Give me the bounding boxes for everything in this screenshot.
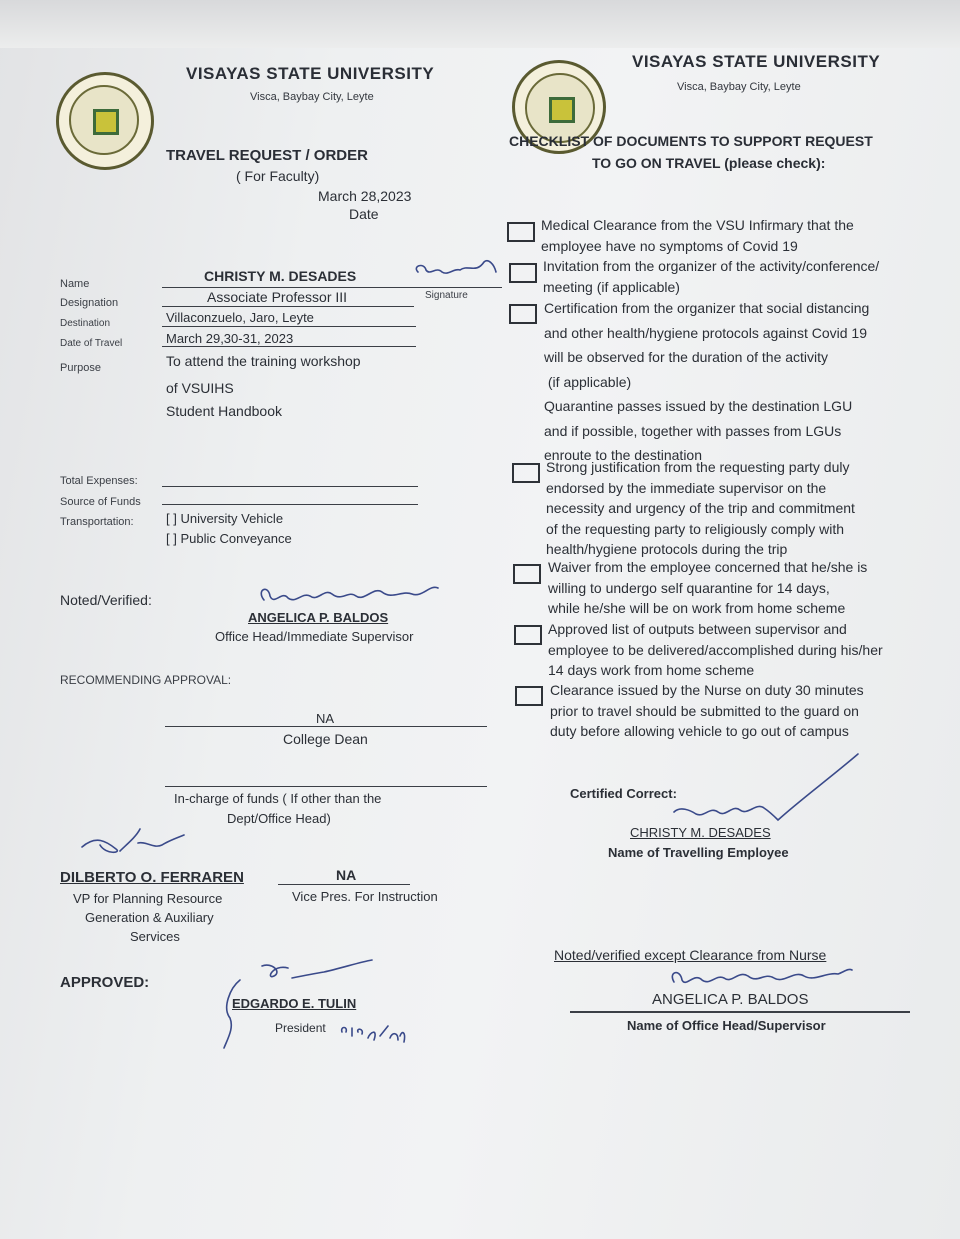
transport-option-university-vehicle: [ ] University Vehicle — [166, 511, 284, 526]
checklist-item-certification-line-5: Quarantine passes issued by the destination LGU — [544, 398, 853, 414]
handwritten-date-icon — [338, 1018, 408, 1048]
head-signature-icon — [664, 964, 854, 994]
checklist-item-justification-line-1: Strong justification from the requesting party duly — [546, 459, 850, 475]
checklist-checkbox-outputs[interactable] — [514, 625, 542, 645]
checklist-checkbox-invitation[interactable] — [509, 263, 537, 283]
checklist-item-waiver-line-1: Waiver from the employee concerned that he/she is — [548, 559, 868, 575]
checklist-checkbox-certification[interactable] — [509, 304, 537, 324]
noted-title: Office Head/Immediate Supervisor — [215, 629, 414, 644]
checklist-item-certification-line-1: Certification from the organizer that social distancing — [544, 300, 870, 316]
incharge-underline — [165, 786, 487, 787]
noted-name: ANGELICA P. BALDOS — [248, 610, 389, 625]
head-underline — [570, 1011, 910, 1013]
college-dean-title: College Dean — [283, 731, 368, 747]
checklist-checkbox-medical[interactable] — [507, 222, 535, 242]
checklist-item-justification-line-2: endorsed by the immediate supervisor on the — [546, 479, 827, 496]
university-seal-left — [56, 72, 154, 170]
checklist-item-medical — [541, 215, 854, 256]
checklist-item-certification-line-6: and if possible, together with passes from LGUs — [544, 422, 842, 439]
university-name-left: VISAYAS STATE UNIVERSITY — [186, 64, 435, 83]
date-of-travel-label: Date of Travel — [60, 338, 123, 349]
total-expenses-underline — [162, 486, 418, 487]
checklist-item-outputs-line-1: Approved list of outputs between supervisor and — [548, 621, 847, 637]
certified-name: CHRISTY M. DESADES — [630, 825, 771, 840]
vpi-title: Vice Pres. For Instruction — [292, 889, 438, 904]
incharge-title-1: In-charge of funds ( If other than the — [174, 791, 382, 806]
college-dean-value: NA — [316, 711, 335, 726]
transportation-label: Transportation: — [60, 516, 134, 528]
employee-signature-icon — [410, 256, 500, 284]
head-title: Name of Office Head/Supervisor — [627, 1018, 826, 1033]
total-expenses-label: Total Expenses: — [60, 475, 138, 487]
checklist-item-justification-line-3: necessity and urgency of the trip and commitment — [546, 500, 855, 516]
name-label: Name — [60, 278, 90, 290]
request-date-label: Date — [349, 206, 379, 222]
date-of-travel-value: March 29,30-31, 2023 — [166, 331, 294, 346]
vpi-underline — [278, 884, 410, 885]
checklist-item-nurse-clearance-line-2: prior to travel should be submitted to the guard on — [550, 702, 859, 719]
vpi-value: NA — [336, 867, 357, 883]
checklist-item-justification — [546, 457, 855, 560]
president-title: President — [275, 1021, 326, 1035]
designation-value: Associate Professor III — [207, 289, 348, 305]
purpose-label: Purpose — [60, 362, 101, 374]
checklist-item-certification — [544, 296, 869, 468]
checklist-item-certification-line-3: will be observed for the duration of the activity — [544, 349, 829, 365]
university-name-right: VISAYAS STATE UNIVERSITY — [632, 52, 881, 71]
incharge-title-2: Dept/Office Head) — [227, 811, 331, 826]
designation-underline — [162, 306, 414, 307]
certified-title: Name of Travelling Employee — [608, 845, 789, 860]
checklist-checkbox-waiver[interactable] — [513, 564, 541, 584]
vp-title-2: Generation & Auxiliary — [85, 910, 214, 925]
checklist-item-medical-line-1: Medical Clearance from the VSU Infirmary that the — [541, 217, 854, 233]
checklist-item-certification-line-7: enroute to the destination — [544, 447, 703, 463]
checklist-item-outputs-line-2: employee to be delivered/accomplished during his/her — [548, 641, 883, 658]
checklist-item-justification-line-5: health/hygiene protocols during the trip — [546, 541, 788, 557]
destination-underline — [162, 326, 416, 327]
checklist-item-outputs-line-3: 14 days work from home scheme — [548, 662, 755, 678]
form-subtitle: ( For Faculty) — [236, 168, 320, 184]
request-date: March 28,2023 — [318, 188, 412, 204]
approved-label: APPROVED: — [60, 974, 150, 991]
name-underline — [162, 287, 502, 288]
checklist-item-outputs — [548, 619, 883, 681]
checklist-item-certification-line-4: (if applicable) — [544, 373, 632, 390]
certified-correct-label: Certified Correct: — [570, 786, 677, 801]
checklist-checkbox-nurse-clearance[interactable] — [515, 686, 543, 706]
checklist-item-invitation — [543, 256, 879, 297]
checklist-checkbox-justification[interactable] — [512, 463, 540, 483]
noted-except-nurse: Noted/verified except Clearance from Nurse — [554, 947, 827, 963]
purpose-line-3: Student Handbook — [166, 403, 282, 419]
college-dean-underline — [165, 726, 487, 727]
checklist-title-line-2: TO GO ON TRAVEL (please check): — [592, 155, 826, 171]
supervisor-signature-icon — [252, 580, 442, 614]
checklist-item-certification-line-2: and other health/hygiene protocols against Covid 19 — [544, 324, 867, 341]
noted-verified-label: Noted/Verified: — [60, 592, 152, 608]
source-of-funds-label: Source of Funds — [60, 496, 141, 508]
checklist-item-nurse-clearance — [550, 680, 864, 742]
destination-value: Villaconzuelo, Jaro, Leyte — [166, 310, 314, 325]
head-name: ANGELICA P. BALDOS — [652, 991, 809, 1008]
form-title: TRAVEL REQUEST / ORDER — [166, 147, 368, 164]
recommending-approval-label: RECOMMENDING APPROVAL: — [60, 673, 232, 687]
date-of-travel-underline — [162, 346, 416, 347]
certified-signature-icon — [660, 750, 865, 830]
destination-label: Destination — [60, 318, 111, 329]
university-address-right: Visca, Baybay City, Leyte — [677, 81, 801, 93]
vp-name: DILBERTO O. FERRAREN — [60, 869, 244, 886]
university-address-left: Visca, Baybay City, Leyte — [250, 91, 374, 103]
checklist-item-justification-line-4: of the requesting party to religiously comply with — [546, 520, 845, 537]
checklist-item-waiver-line-2: willing to undergo self quarantine for 14 days, — [548, 579, 830, 596]
source-of-funds-underline — [162, 504, 418, 505]
checklist-item-medical-line-2: employee have no symptoms of Covid 19 — [541, 237, 798, 254]
page-top-edge — [0, 0, 960, 48]
designation-label: Designation — [60, 297, 119, 309]
checklist-item-nurse-clearance-line-1: Clearance issued by the Nurse on duty 30 minutes — [550, 682, 864, 698]
checklist-title-line-1: CHECKLIST OF DOCUMENTS TO SUPPORT REQUEST — [509, 133, 873, 149]
signature-label: Signature — [425, 290, 468, 301]
purpose-line-2: of VSUIHS — [166, 380, 234, 396]
transport-option-public-conveyance: [ ] Public Conveyance — [166, 531, 292, 546]
checklist-item-waiver — [548, 557, 867, 619]
checklist-item-invitation-line-2: meeting (if applicable) — [543, 278, 680, 295]
vp-signature-icon — [76, 825, 186, 865]
vp-title-1: VP for Planning Resource — [73, 891, 223, 906]
name-value: CHRISTY M. DESADES — [204, 268, 357, 284]
president-name: EDGARDO E. TULIN — [232, 996, 357, 1011]
purpose-line-1: To attend the training workshop — [166, 353, 361, 369]
checklist-item-invitation-line-1: Invitation from the organizer of the activity/conference/ — [543, 258, 880, 274]
vp-title-3: Services — [130, 929, 180, 944]
checklist-item-waiver-line-3: while he/she will be on work from home scheme — [548, 600, 846, 616]
checklist-item-nurse-clearance-line-3: duty before allowing vehicle to go out of campus — [550, 723, 849, 739]
